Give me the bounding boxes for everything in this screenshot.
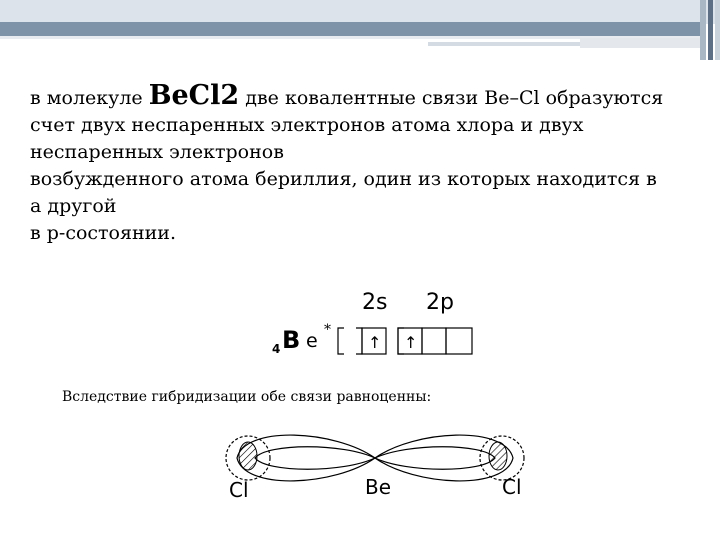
electron-arrow-2p: ↑ (404, 333, 418, 352)
element-symbol: B (282, 326, 301, 354)
atom-label-be: Be (365, 475, 392, 499)
corner-stripes-decoration (700, 0, 720, 60)
atomic-number: 4 (272, 342, 281, 356)
orbital-label-2s: 2s (362, 290, 388, 315)
electron-configuration-diagram (270, 290, 480, 360)
text-line-6: в p-состоянии. (30, 222, 177, 244)
hybridization-caption: Вследствие гибридизации обе связи равноценны: (62, 389, 432, 405)
slide-header-decoration (0, 0, 720, 24)
atom-label-cl-left: Cl (229, 478, 249, 502)
text-line-3: неспаренных электронов (30, 141, 284, 163)
element-symbol-rest: e (306, 330, 318, 352)
text-line-4: возбужденного атома бериллия, один из которых находится в (30, 168, 657, 190)
text-line-2: счет двух неспаренных электронов атома хлора и двух (30, 114, 584, 136)
text-line-1: в молекуле BeCl2 две ковалентные связи Be–Cl образуются (30, 80, 664, 111)
body-text (30, 82, 720, 247)
atom-label-cl-right: Cl (502, 475, 522, 499)
electron-arrow-2s: ↑ (368, 333, 382, 352)
text-line-5: а другой (30, 195, 117, 217)
orbital-cells (336, 326, 480, 356)
excited-state-star: * (324, 322, 331, 338)
orbital-label-2p: 2p (426, 290, 454, 315)
molecule-formula: BeCl2 (148, 80, 240, 111)
hybrid-orbital-diagram (215, 425, 535, 509)
